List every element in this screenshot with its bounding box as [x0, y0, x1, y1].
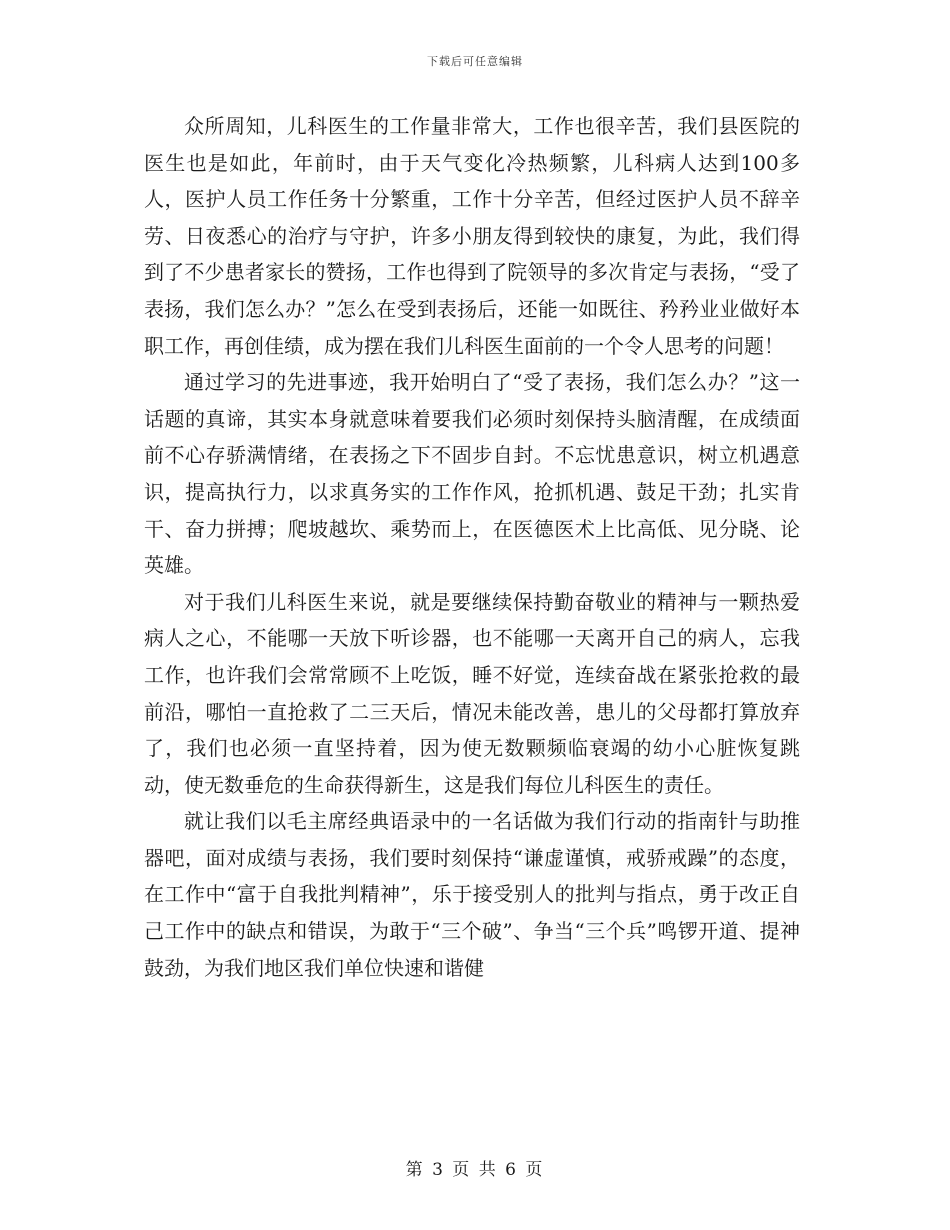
paragraph: 通过学习的先进事迹，我开始明白了“受了表扬，我们怎么办？”这一话题的真谛，其实本身就意味着要我们必须时刻保持头脑清醒，在成绩面前不心存骄满情绪，在表扬之下不固步自封。不忘忧患意识，树立机遇意识，提高执行力，以求真务实的工作作风，抢抓机遇、鼓足干劲；扎实肯干、奋力拼搏；爬坡越坎、乘势而上，在医德医术上比高低、见分晓、论英雄。 — [144, 370, 800, 578]
body-text — [144, 108, 800, 986]
paragraph: 就让我们以毛主席经典语录中的一名话做为我们行动的指南针与助推器吧，面对成绩与表扬，我们要时刻保持“谦虚谨慎，戒骄戒躁”的态度，在工作中“富于自我批判精神”，乐于接受别人的批判与指点，勇于改正自己工作中的缺点和错误，为敢于“三个破”、争当“三个兵”鸣锣开道、提神鼓劲，为我们地区我们单位快速和谐健 — [144, 809, 800, 980]
page-header: 下载后可任意编辑 — [427, 55, 523, 68]
paragraph: 众所周知，儿科医生的工作量非常大，工作也很辛苦，我们县医院的医生也是如此，年前时，由于天气变化冷热频繁，儿科病人达到100多人，医护人员工作任务十分繁重，工作十分辛苦，但经过医护人员不辞辛劳、日夜悉心的治疗与守护，许多小朋友得到较快的康复，为此，我们得到了不少患者家长的赞扬，工作也得到了院领导的多次肯定与表扬，“受了表扬，我们怎么办？”怎么在受到表扬后，还能一如既往、矜矜业业做好本职工作，再创佳绩，成为摆在我们儿科医生面前的一个令人思考的问题！ — [144, 114, 800, 358]
page-footer: 第 3 页 共 6 页 — [405, 1160, 545, 1180]
paragraph: 对于我们儿科医生来说，就是要继续保持勤奋敬业的精神与一颗热爱病人之心，不能哪一天放下听诊器，也不能哪一天离开自己的病人，忘我工作，也许我们会常常顾不上吃饭，睡不好觉，连续奋战在紧张抢救的最前沿，哪怕一直抢救了二三天后，情况未能改善，患儿的父母都打算放弃了，我们也必须一直坚持着，因为使无数颗频临衰竭的幼小心脏恢复跳动，使无数垂危的生命获得新生，这是我们每位儿科医生的责任。 — [144, 589, 800, 797]
